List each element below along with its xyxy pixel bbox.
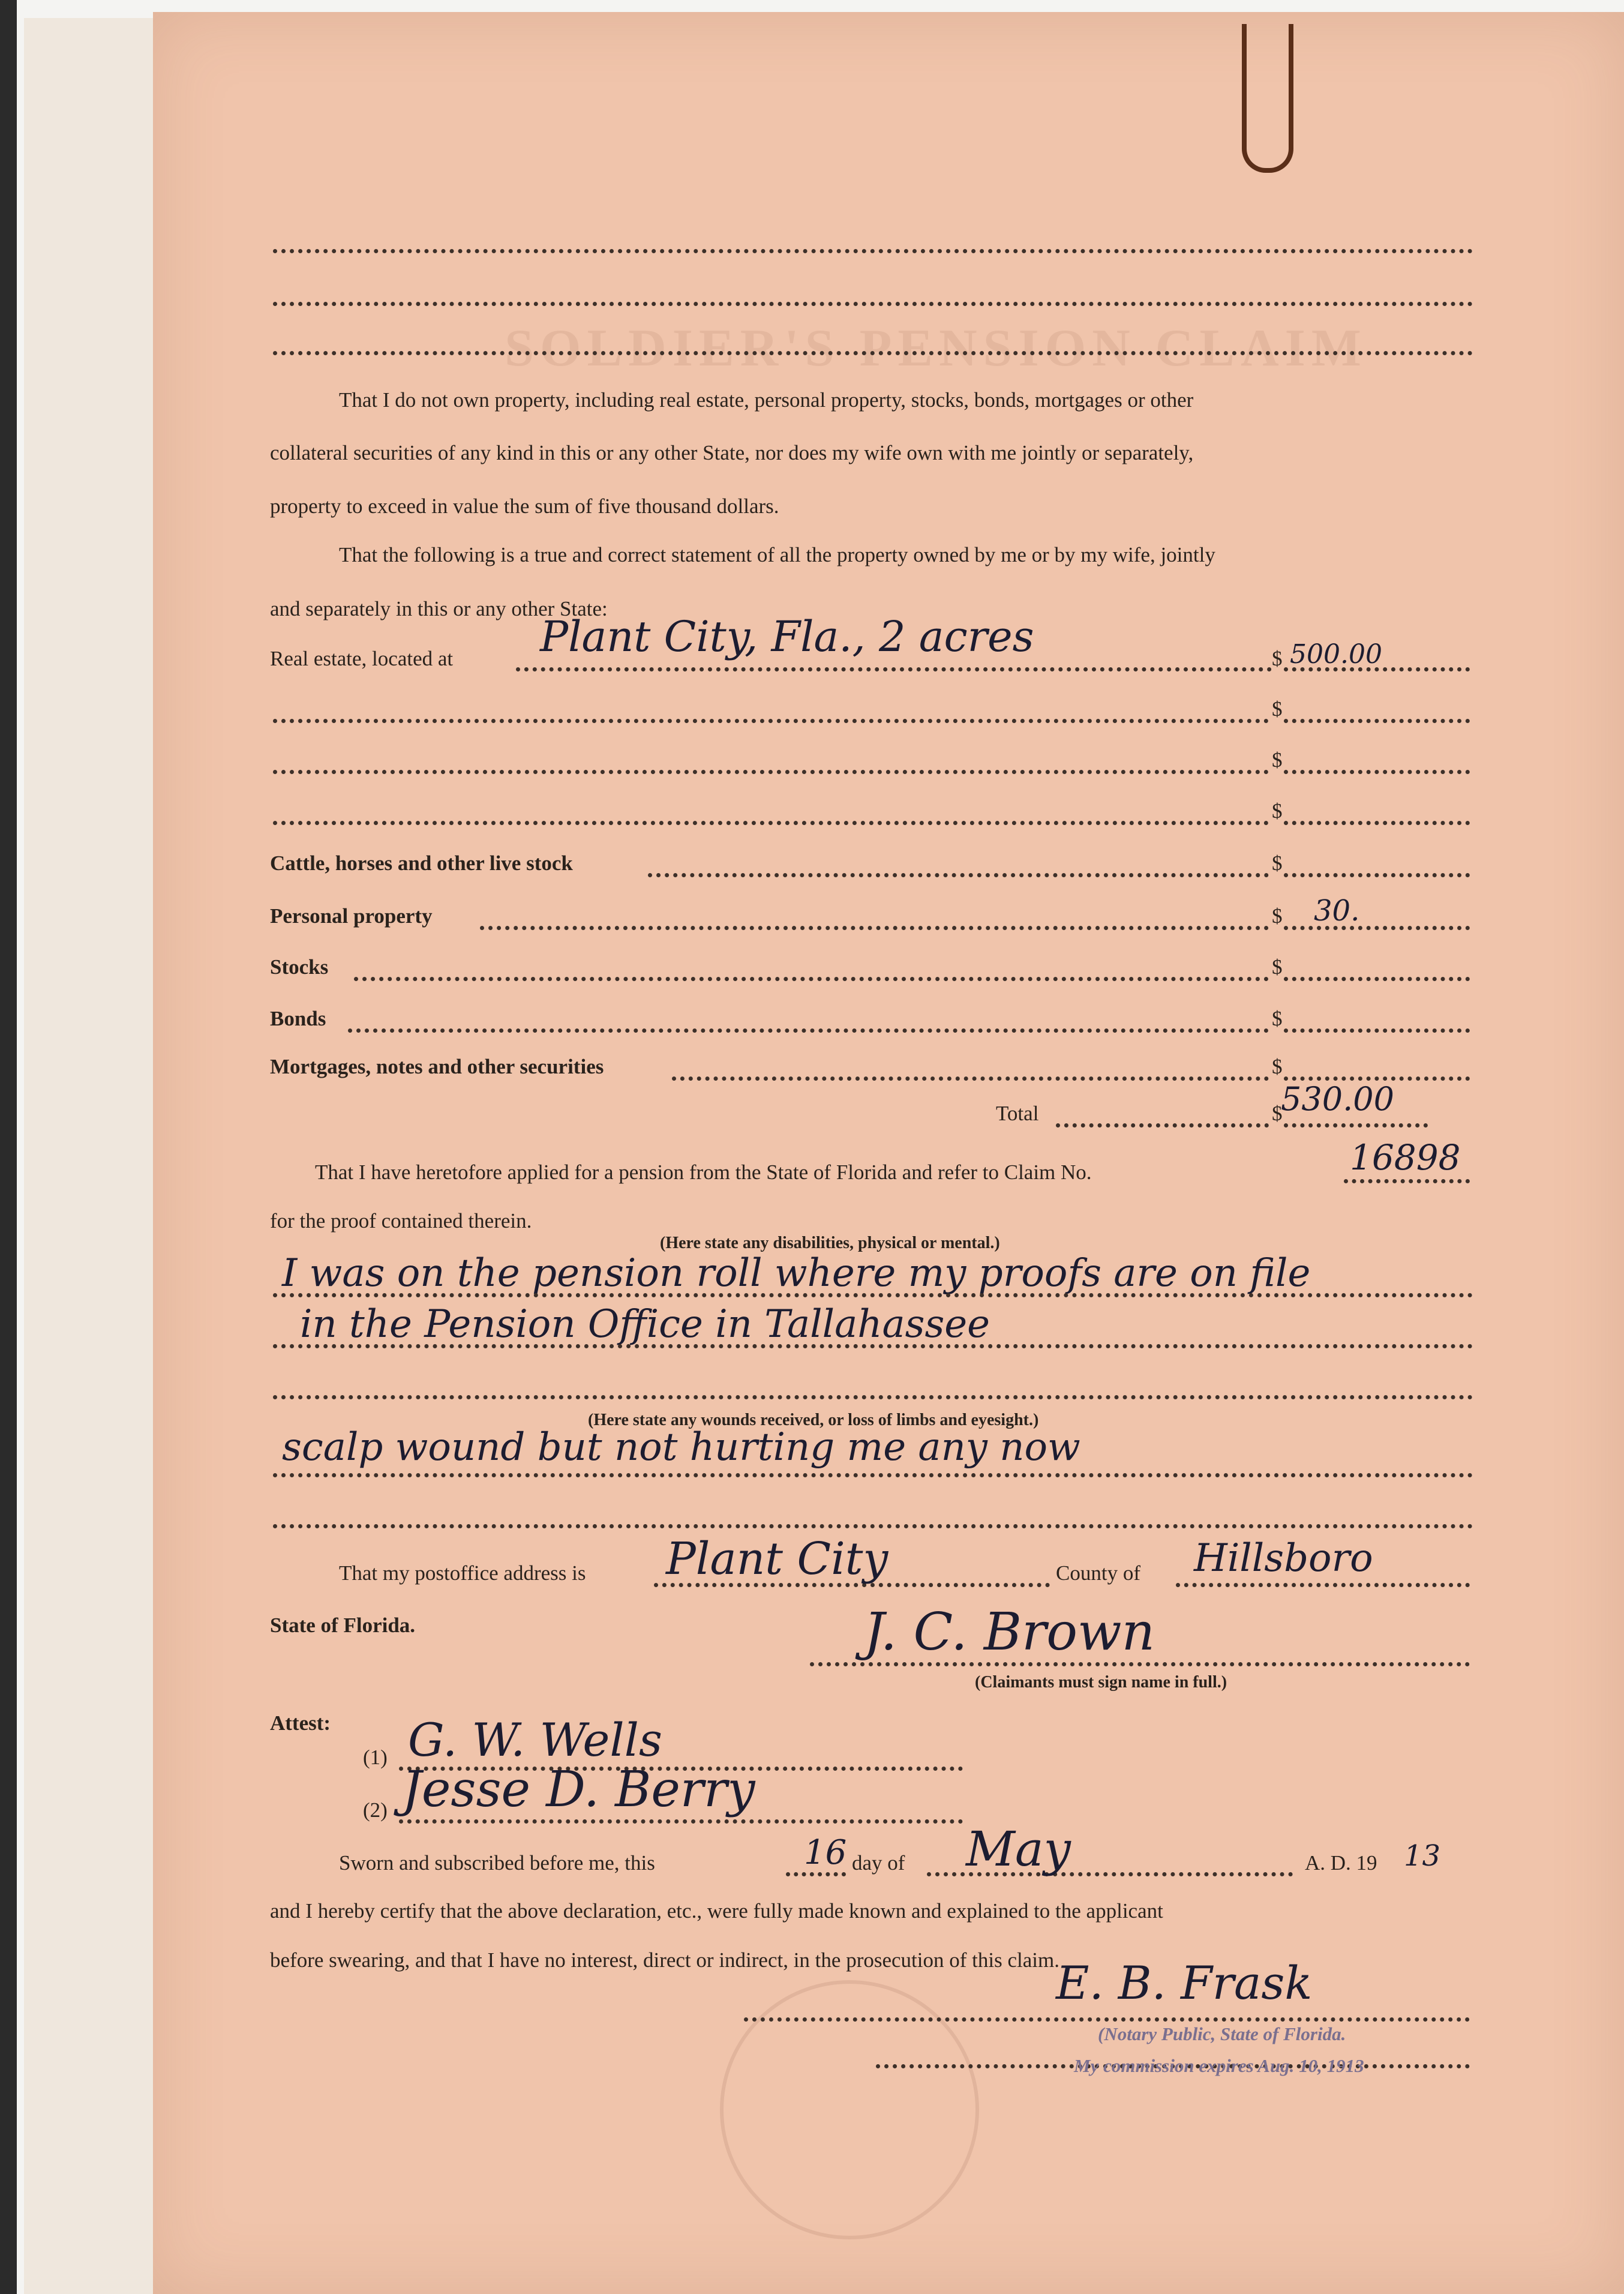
scan-border — [0, 0, 17, 2294]
bleed-through-title: SOLDIER'S PENSION CLAIM — [505, 319, 1367, 377]
blank-line — [786, 1872, 846, 1876]
disabilities-answer-line: I was on the pension roll where my proofs are on file — [282, 1251, 1311, 1296]
county-value: Hillsboro — [1194, 1536, 1373, 1581]
blank-line — [1344, 1179, 1470, 1183]
blank-line — [273, 1524, 1473, 1528]
signature-line — [744, 2017, 1470, 2022]
blank-line — [273, 1395, 1473, 1399]
blank-line — [273, 1344, 1473, 1348]
county-label: County of — [1056, 1561, 1140, 1585]
dollar-sign: $ — [1272, 697, 1283, 721]
certify-text-line: and I hereby certify that the above declaration, etc., were fully made known and explained to the applicant — [270, 1899, 1163, 1923]
attest-label: Attest: — [270, 1711, 331, 1735]
total-label: Total — [996, 1102, 1039, 1125]
wounds-hint: (Here state any wounds received, or loss of limbs and eyesight.) — [588, 1411, 1039, 1429]
blank-line — [273, 821, 1269, 825]
postoffice-value: Plant City — [666, 1533, 888, 1585]
blank-line — [516, 667, 1272, 671]
statement-paragraph-line: That the following is a true and correct statement of all the property owned by me or by my wife, jointly — [339, 543, 1215, 566]
sworn-day: 16 — [804, 1833, 847, 1872]
state-label: State of Florida. — [270, 1614, 416, 1637]
blank-line — [480, 926, 1269, 930]
disabilities-answer-line: in the Pension Office in Tallahassee — [300, 1302, 990, 1347]
paper-clip-icon — [1242, 24, 1293, 173]
statement-paragraph-line: and separately in this or any other State: — [270, 597, 608, 620]
attest-signature: G. W. Wells — [408, 1713, 662, 1767]
dollar-sign: $ — [1272, 799, 1283, 823]
sworn-year: 13 — [1404, 1839, 1441, 1873]
real-estate-label: Real estate, located at — [270, 647, 454, 670]
blank-line — [273, 719, 1269, 723]
certify-text-line: before swearing, and that I have no interest, direct or indirect, in the prosecution of this claim. — [270, 1948, 1059, 1972]
claim-text-continued: for the proof contained therein. — [270, 1209, 532, 1233]
claimant-signature: J. C. Brown — [864, 1602, 1155, 1662]
dollar-sign: $ — [1272, 904, 1283, 928]
dollar-sign: $ — [1272, 1102, 1283, 1125]
blank-line — [1284, 719, 1470, 723]
dollar-sign: $ — [1272, 955, 1283, 979]
dollar-sign: $ — [1272, 1055, 1283, 1078]
claimant-hint: (Claimants must sign name in full.) — [975, 1673, 1227, 1692]
blank-line — [1284, 1123, 1428, 1127]
attest-signature: Jesse D. Berry — [402, 1761, 755, 1818]
blank-line — [1056, 1123, 1269, 1127]
blank-line — [273, 351, 1473, 355]
sworn-text: Sworn and subscribed before me, this — [339, 1851, 655, 1875]
blank-line — [273, 1473, 1473, 1477]
dollar-sign: $ — [1272, 851, 1283, 875]
blank-line — [273, 770, 1269, 774]
blank-line — [1284, 977, 1470, 981]
blank-line — [1284, 926, 1470, 930]
claim-number: 16898 — [1350, 1137, 1461, 1178]
commission-stamp: My commission expires Aug. 10, 1913 — [1074, 2055, 1364, 2076]
blank-line — [1176, 1583, 1470, 1587]
wounds-answer-line: scalp wound but not hurting me any now — [282, 1425, 1080, 1470]
notary-stamp: (Notary Public, State of Florida. — [1098, 2023, 1346, 2044]
signature-line — [810, 1662, 1470, 1666]
personal-property-label: Personal property — [270, 904, 433, 928]
total-amount: 530.00 — [1281, 1080, 1394, 1118]
attest-number: (1) — [363, 1746, 388, 1769]
notary-signature: E. B. Frask — [1056, 1956, 1313, 2010]
blank-line — [273, 302, 1473, 306]
real-estate-value: Plant City, Fla., 2 acres — [540, 612, 1034, 661]
cattle-label: Cattle, horses and other live stock — [270, 851, 573, 875]
signature-line — [399, 1819, 963, 1824]
property-paragraph-line: property to exceed in value the sum of five thousand dollars. — [270, 494, 779, 518]
property-paragraph-line: That I do not own property, including real estate, personal property, stocks, bonds, mortgages or other — [339, 388, 1194, 412]
blank-line — [1284, 770, 1470, 774]
sworn-month: May — [966, 1821, 1071, 1877]
blank-line — [273, 1293, 1473, 1297]
property-paragraph-line: collateral securities of any kind in this or any other State, nor does my wife own with me jointly or separately, — [270, 441, 1194, 464]
attest-number: (2) — [363, 1798, 388, 1822]
stocks-label: Stocks — [270, 955, 329, 979]
dollar-sign: $ — [1272, 647, 1283, 670]
personal-property-amount: 30. — [1314, 894, 1360, 928]
blank-line — [1284, 1028, 1470, 1033]
postoffice-label: That my postoffice address is — [339, 1561, 586, 1585]
sworn-day-label: day of — [852, 1851, 905, 1875]
mortgages-label: Mortgages, notes and other securities — [270, 1055, 604, 1078]
blank-line — [1284, 873, 1470, 877]
sworn-year-label: A. D. 19 — [1305, 1851, 1377, 1875]
blank-line — [648, 873, 1269, 877]
blank-line — [273, 249, 1473, 253]
blank-line — [1284, 821, 1470, 825]
bonds-label: Bonds — [270, 1007, 326, 1030]
real-estate-amount: 500.00 — [1290, 639, 1382, 670]
blank-line — [672, 1076, 1269, 1081]
claim-text: That I have heretofore applied for a pension from the State of Florida and refer to Claim No. — [315, 1161, 1092, 1184]
blank-line — [354, 977, 1269, 981]
dollar-sign: $ — [1272, 748, 1283, 772]
blank-line — [348, 1028, 1269, 1033]
disabilities-hint: (Here state any disabilities, physical or mental.) — [660, 1234, 1000, 1252]
dollar-sign: $ — [1272, 1007, 1283, 1030]
